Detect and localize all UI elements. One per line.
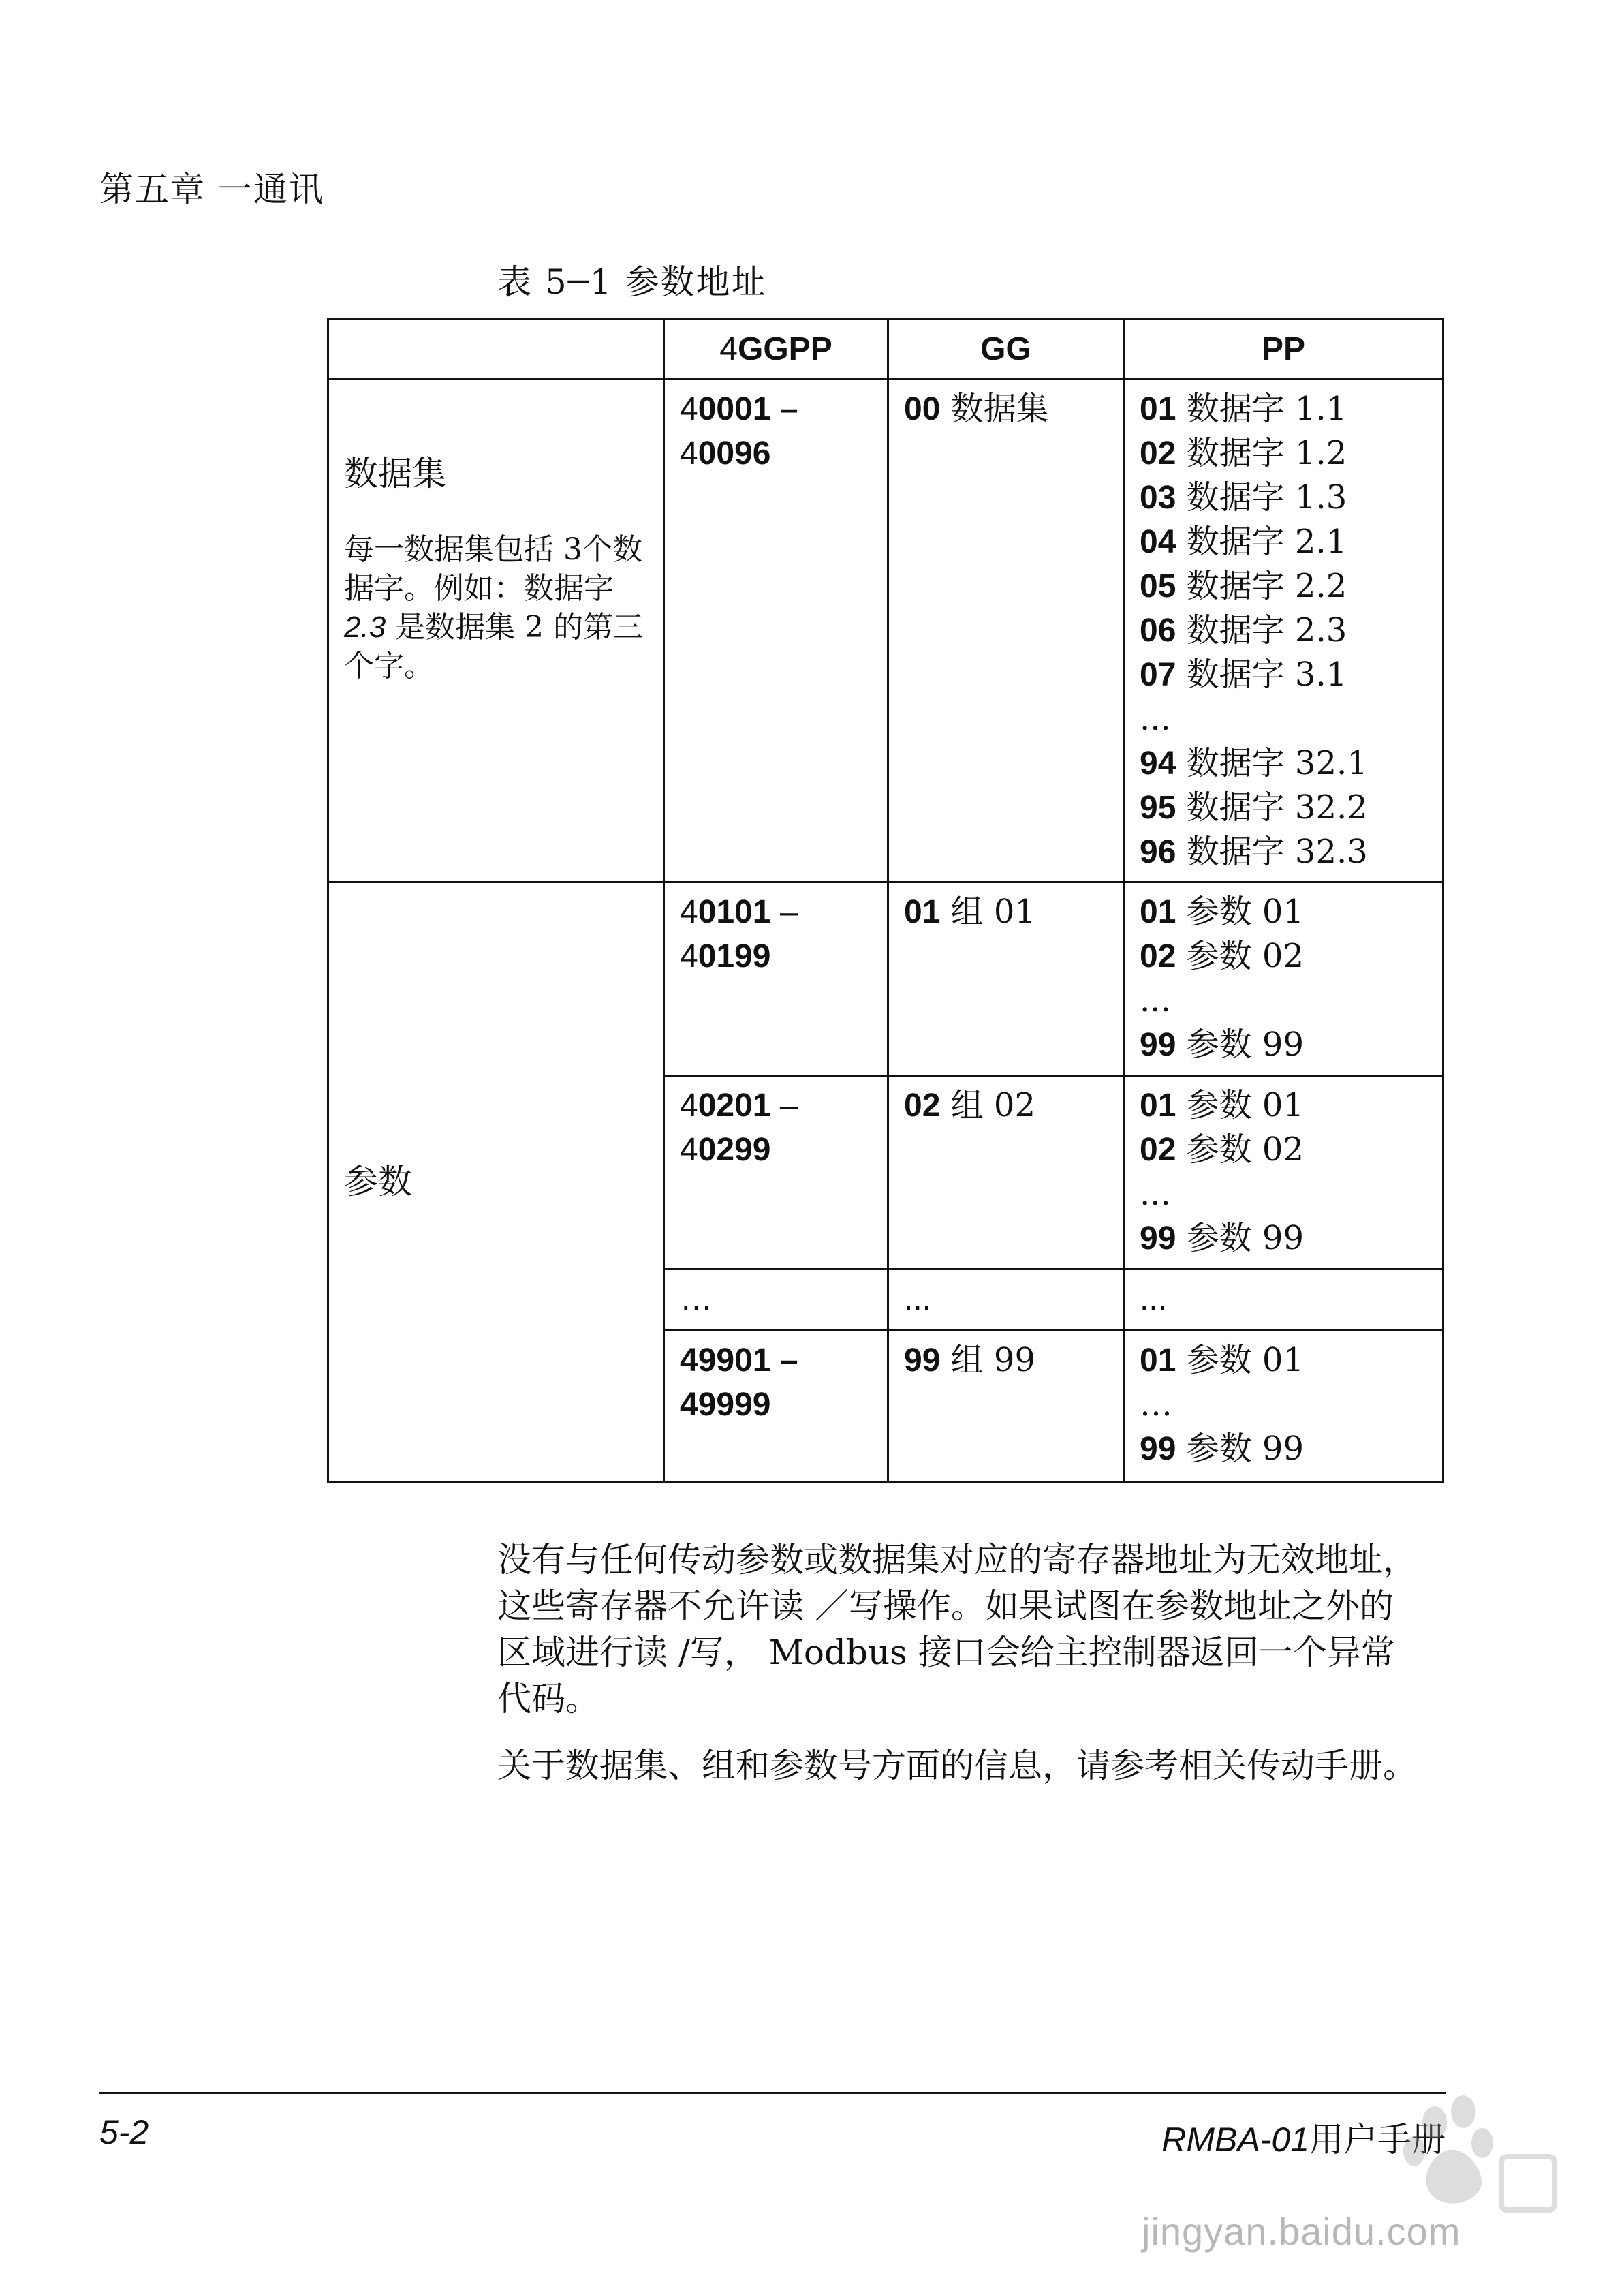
params-label-cell — [328, 882, 664, 1482]
dataset-note-part-2: 是数据集 2 的第三个字。 — [344, 610, 644, 683]
group-02-pp-list — [1140, 1083, 1428, 1261]
baidu-paw-watermark-icon — [1387, 2095, 1557, 2218]
group-01-pp-item — [1140, 979, 1428, 1023]
dataset-note-part-1: 每一数据集包括 3个数据字。例如：数据字 — [344, 532, 642, 606]
dataset-address-prefix: 4 — [680, 391, 698, 427]
group-99-pp-cell — [1124, 1331, 1443, 1482]
group-02-pp-code: 01 — [1140, 1088, 1176, 1124]
group-02-address-start: 0201 — [698, 1088, 771, 1124]
group-01-address-end: 0199 — [698, 938, 771, 974]
body-paragraph-invalid-address: 没有与任何传动参数或数据集对应的寄存器地址为无效地址，这些寄存器不允许读 ／写操作。如果试图在参数地址之外的区域进行读 /写， Modbus 接口会给主控制器返回一个异常代码。 — [497, 1540, 1417, 1719]
dataset-pp-cell — [1124, 380, 1443, 882]
table-header-row — [328, 319, 1443, 380]
group-02-pp-code: 99 — [1140, 1220, 1176, 1257]
group-02-address-prefix: 4 — [680, 1088, 698, 1124]
dataset-pp-code: 03 — [1140, 480, 1176, 516]
group-99-pp-list — [1140, 1338, 1428, 1471]
dataset-pp-item — [1140, 609, 1428, 653]
group-02-address2-prefix: 4 — [680, 1132, 698, 1168]
dataset-pp-code: 07 — [1140, 657, 1176, 693]
group-02-pp-label: 参数 01 — [1186, 1086, 1304, 1124]
group-99-gg-cell — [888, 1331, 1124, 1482]
dataset-address-start: 0001 – — [698, 391, 798, 427]
dataset-pp-list — [1140, 387, 1428, 874]
dataset-pp-item — [1140, 741, 1428, 786]
group-02-gg-code: 02 — [904, 1088, 941, 1124]
group-01-pp-code: 99 — [1140, 1027, 1176, 1063]
group-02-pp-item — [1140, 1083, 1428, 1128]
table-caption: 表 5─1 参数地址 — [497, 262, 767, 302]
group-02-pp-item — [1140, 1172, 1428, 1216]
group-99-gg-label: 组 99 — [950, 1341, 1035, 1379]
dataset-pp-label: 数据字 1.1 — [1186, 390, 1347, 428]
dataset-pp-item — [1140, 564, 1428, 609]
dataset-gg-label: 数据集 — [950, 390, 1049, 428]
group-02-gg-label: 组 02 — [950, 1086, 1035, 1124]
dataset-pp-label: 数据字 32.2 — [1186, 788, 1368, 827]
group-01-pp-item — [1140, 1023, 1428, 1067]
group-01-address-start: 0101 — [698, 894, 771, 930]
dataset-pp-code: 96 — [1140, 834, 1176, 870]
params-name: 参数 — [344, 1162, 412, 1201]
group-01-gg-label: 组 01 — [950, 893, 1035, 931]
group-99-pp-code: 99 — [1140, 1431, 1176, 1467]
dataset-pp-code: 94 — [1140, 745, 1176, 782]
header-cell-pp: PP — [1124, 319, 1443, 380]
group-99-pp-item — [1140, 1427, 1428, 1471]
group-01-gg-code: 01 — [904, 894, 941, 930]
parameter-address-table — [327, 318, 1444, 1483]
dataset-gg-cell — [888, 380, 1124, 882]
group-02-address-dash: – — [770, 1088, 798, 1124]
dataset-pp-label: 数据字 3.1 — [1186, 656, 1347, 694]
dataset-pp-item — [1140, 830, 1428, 874]
dataset-note-example: 2.3 — [344, 611, 386, 644]
watermark-url: jingyan.baidu.com — [1142, 2210, 1461, 2253]
ellipsis-gg-cell: ... — [888, 1269, 1124, 1331]
dataset-pp-code: 01 — [1140, 391, 1176, 427]
dataset-address2-prefix: 4 — [680, 435, 698, 472]
group-01-address2-prefix: 4 — [680, 938, 698, 974]
dataset-pp-item — [1140, 476, 1428, 520]
group-99-address-end: 49999 — [680, 1387, 771, 1423]
table-row-group-01 — [328, 882, 1443, 1076]
group-02-pp-label: 参数 99 — [1186, 1219, 1304, 1257]
dataset-pp-item — [1140, 697, 1428, 741]
table-row-dataset — [328, 380, 1443, 882]
dataset-pp-code: 05 — [1140, 568, 1176, 604]
dataset-pp-label: 数据字 2.2 — [1186, 567, 1347, 605]
dataset-pp-item — [1140, 387, 1428, 431]
group-02-address-cell — [664, 1076, 888, 1269]
dataset-gg-code: 00 — [904, 391, 941, 427]
ellipsis-address-cell: … — [664, 1269, 888, 1331]
dataset-pp-code: 02 — [1140, 435, 1176, 472]
group-01-pp-list — [1140, 890, 1428, 1067]
header-address-prefix: 4 — [719, 330, 738, 367]
group-01-pp-label: 参数 02 — [1186, 937, 1304, 975]
header-address-rest: GGPP — [738, 330, 832, 367]
page-number: 5-2 — [99, 2113, 149, 2151]
group-99-gg-code: 99 — [904, 1342, 941, 1378]
group-02-pp-cell — [1124, 1076, 1443, 1269]
group-02-pp-item — [1140, 1128, 1428, 1172]
dataset-pp-code: 04 — [1140, 524, 1176, 560]
group-01-pp-cell — [1124, 882, 1443, 1076]
dataset-pp-item — [1140, 431, 1428, 476]
group-01-pp-item — [1140, 890, 1428, 934]
dataset-label-cell — [328, 380, 664, 882]
dataset-pp-item — [1140, 653, 1428, 697]
dataset-pp-label: 数据字 32.3 — [1186, 833, 1368, 871]
group-99-pp-label: 参数 01 — [1186, 1341, 1304, 1379]
group-99-pp-code: 01 — [1140, 1342, 1176, 1378]
group-01-pp-label: 参数 99 — [1186, 1026, 1304, 1064]
footer-model: RMBA-01 — [1161, 2121, 1309, 2159]
group-99-address-start: 49901 – — [680, 1342, 798, 1378]
dataset-address-cell — [664, 380, 888, 882]
dataset-address-end: 0096 — [698, 435, 771, 472]
footer-title: 用户手册 — [1309, 2120, 1446, 2159]
group-01-address-cell — [664, 882, 888, 1076]
group-02-pp-label: 参数 02 — [1186, 1130, 1304, 1169]
header-cell-address — [664, 319, 888, 380]
group-01-pp-item — [1140, 934, 1428, 979]
header-cell-gg: GG — [888, 319, 1124, 380]
group-02-pp-item — [1140, 1216, 1428, 1261]
group-99-pp-item — [1140, 1383, 1428, 1427]
group-01-pp-label: ... — [1140, 981, 1171, 1019]
group-99-pp-label: … — [1140, 1385, 1172, 1423]
dataset-pp-label: 数据字 2.3 — [1186, 611, 1347, 649]
group-01-gg-cell — [888, 882, 1124, 1076]
ellipsis-pp-cell: ... — [1124, 1269, 1443, 1331]
group-02-pp-code: 02 — [1140, 1132, 1176, 1168]
dataset-pp-label: 数据字 2.1 — [1186, 523, 1347, 561]
group-01-address-dash: – — [770, 894, 798, 930]
group-02-pp-label: ... — [1140, 1175, 1171, 1213]
group-01-address-prefix: 4 — [680, 894, 698, 930]
dataset-note — [344, 530, 649, 686]
dataset-name: 数据集 — [344, 454, 446, 493]
group-99-pp-label: 参数 99 — [1186, 1430, 1304, 1468]
group-99-address-cell — [664, 1331, 888, 1482]
dataset-pp-code: 06 — [1140, 613, 1176, 649]
dataset-pp-code: 95 — [1140, 790, 1176, 826]
group-01-pp-code: 02 — [1140, 938, 1176, 974]
group-01-pp-code: 01 — [1140, 894, 1176, 930]
dataset-pp-item — [1140, 786, 1428, 830]
header-cell-blank — [328, 319, 664, 380]
group-01-pp-label: 参数 01 — [1186, 893, 1304, 931]
dataset-pp-item — [1140, 520, 1428, 564]
group-02-gg-cell — [888, 1076, 1124, 1269]
dataset-pp-label: 数据字 1.2 — [1186, 434, 1347, 472]
dataset-pp-label: 数据字 32.1 — [1186, 744, 1368, 782]
footer-divider — [99, 2092, 1446, 2094]
group-99-pp-item — [1140, 1338, 1428, 1383]
dataset-pp-label: ... — [1140, 700, 1171, 738]
group-02-address-end: 0299 — [698, 1132, 771, 1168]
dataset-pp-label: 数据字 1.3 — [1186, 478, 1347, 517]
body-paragraph-reference: 关于数据集、组和参数号方面的信息，请参考相关传动手册。 — [497, 1746, 1417, 1785]
chapter-header: 第五章 一通讯 — [99, 170, 324, 209]
